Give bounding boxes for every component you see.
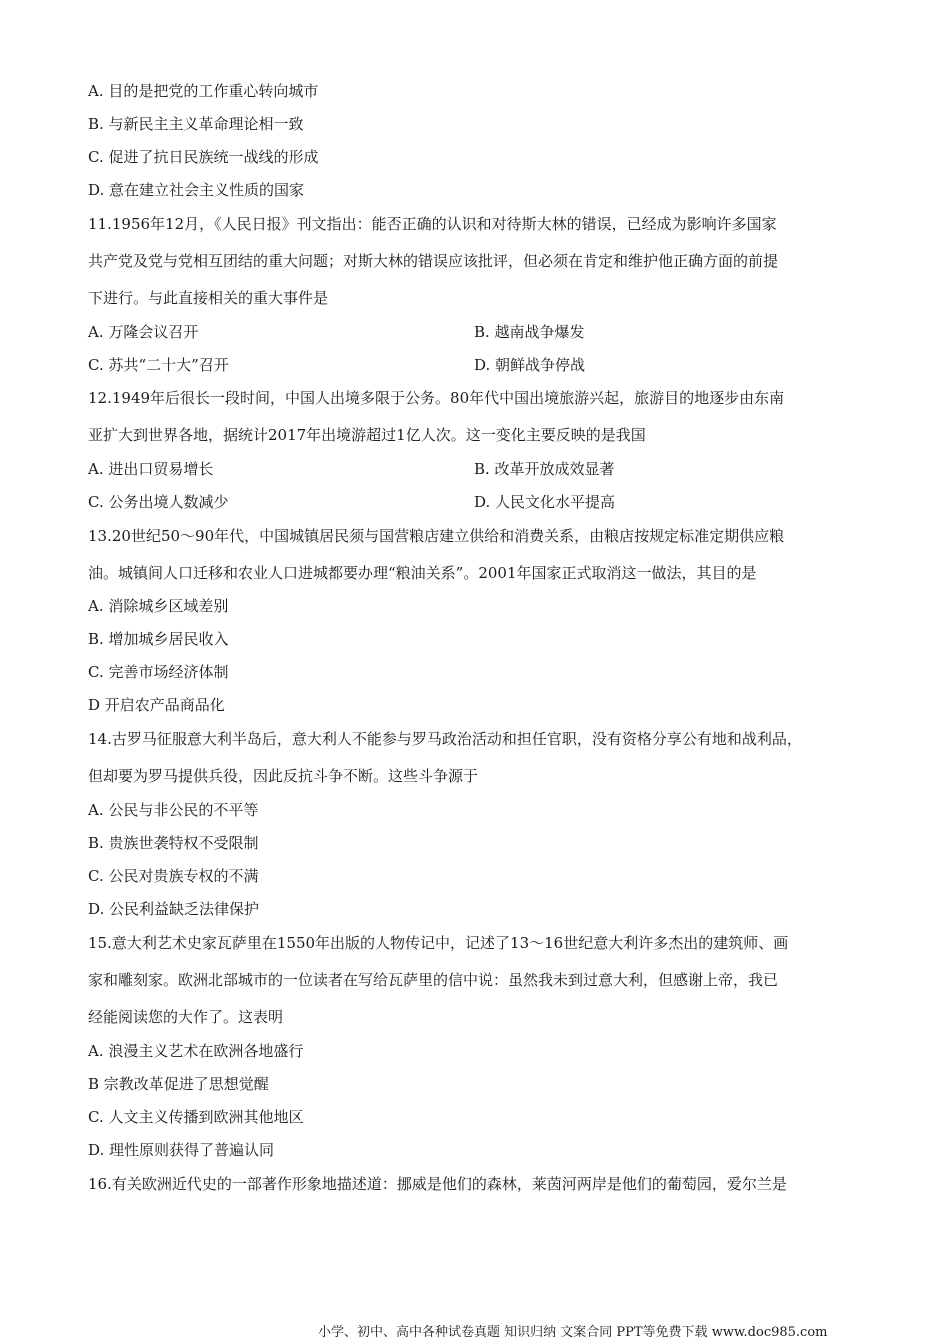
question-text: 13.20世纪50～90年代，中国城镇居民须与国营粮店建立供给和消费关系，由粮店按规定标准定期供应粮 bbox=[88, 527, 785, 545]
question-text: 家和雕刻家。欧洲北部城市的一位读者在写给瓦萨里的信中说：虽然我未到过意大利，但感谢上帝，我已 bbox=[88, 971, 779, 989]
option-line: D. 公民利益缺乏法律保护 bbox=[88, 900, 260, 918]
option-line: A. 万隆会议召开 bbox=[88, 323, 199, 341]
option-line: B. 与新民主主义革命理论相一致 bbox=[88, 115, 304, 133]
question-text: 共产党及党与党相互团结的重大问题；对斯大林的错误应该批评，但必须在肯定和维护他正确方面的前提 bbox=[88, 252, 779, 270]
option-line: C. 苏共“二十大”召开 bbox=[88, 356, 229, 374]
question-text: 下进行。与此直接相关的重大事件是 bbox=[88, 289, 329, 307]
question-text: 但却要为罗马提供兵役，因此反抗斗争不断。这些斗争源于 bbox=[88, 767, 479, 785]
option-line: B. 越南战争爆发 bbox=[474, 323, 585, 341]
option-line: C. 公务出境人数减少 bbox=[88, 493, 229, 511]
option-line: D 开启农产品商品化 bbox=[88, 696, 225, 714]
question-text: 油。城镇间人口迁移和农业人口进城都要办理“粮油关系”。2001年国家正式取消这一做法，其目的是 bbox=[88, 564, 757, 582]
option-line: B. 改革开放成效显著 bbox=[474, 460, 615, 478]
option-line: A. 目的是把党的工作重心转向城市 bbox=[88, 82, 319, 100]
option-line: C. 公民对贵族专权的不满 bbox=[88, 867, 259, 885]
option-line: B. 贵族世袭特权不受限制 bbox=[88, 834, 259, 852]
question-text: 12.1949年后很长一段时间，中国人出境多限于公务。80年代中国出境旅游兴起，旅游目的地逐步由东南 bbox=[88, 389, 785, 407]
question-text: 11.1956年12月，《人民日报》刊文指出：能否正确的认识和对待斯大林的错误，已经成为影响许多国家 bbox=[88, 215, 777, 233]
option-line: C. 人文主义传播到欧洲其他地区 bbox=[88, 1108, 304, 1126]
option-line: D. 意在建立社会主义性质的国家 bbox=[88, 181, 305, 199]
option-line: A. 消除城乡区域差别 bbox=[88, 597, 229, 615]
option-line: D. 理性原则获得了普遍认同 bbox=[88, 1141, 275, 1159]
option-line: C. 促进了抗日民族统一战线的形成 bbox=[88, 148, 319, 166]
option-line: D. 人民文化水平提高 bbox=[474, 493, 616, 511]
question-text: 14.古罗马征服意大利半岛后，意大利人不能参与罗马政治活动和担任官职，没有资格分享公有地和战利品， bbox=[88, 730, 802, 748]
option-line: A. 进出口贸易增长 bbox=[88, 460, 214, 478]
question-text: 经能阅读您的大作了。这表明 bbox=[88, 1008, 284, 1026]
question-text: 15.意大利艺术史家瓦萨里在1550年出版的人物传记中，记述了13～16世纪意大利许多杰出的建筑师、画 bbox=[88, 934, 789, 952]
option-line: C. 完善市场经济体制 bbox=[88, 663, 229, 681]
footer-text: 小学、初中、高中各种试卷真题 知识归纳 文案合同 PPT等免费下载 www.doc985.com bbox=[318, 1325, 828, 1340]
option-line: D. 朝鲜战争停战 bbox=[474, 356, 586, 374]
option-line: B. 增加城乡居民收入 bbox=[88, 630, 229, 648]
question-text: 16.有关欧洲近代史的一部著作形象地描述道：挪威是他们的森林，莱茵河两岸是他们的葡萄园，爱尔兰是 bbox=[88, 1175, 787, 1193]
option-line: A. 公民与非公民的不平等 bbox=[88, 801, 259, 819]
option-line: A. 浪漫主义艺术在欧洲各地盛行 bbox=[88, 1042, 304, 1060]
option-line: B 宗教改革促进了思想觉醒 bbox=[88, 1075, 269, 1093]
question-text: 亚扩大到世界各地，据统计2017年出境游超过1亿人次。这一变化主要反映的是我国 bbox=[88, 426, 646, 444]
